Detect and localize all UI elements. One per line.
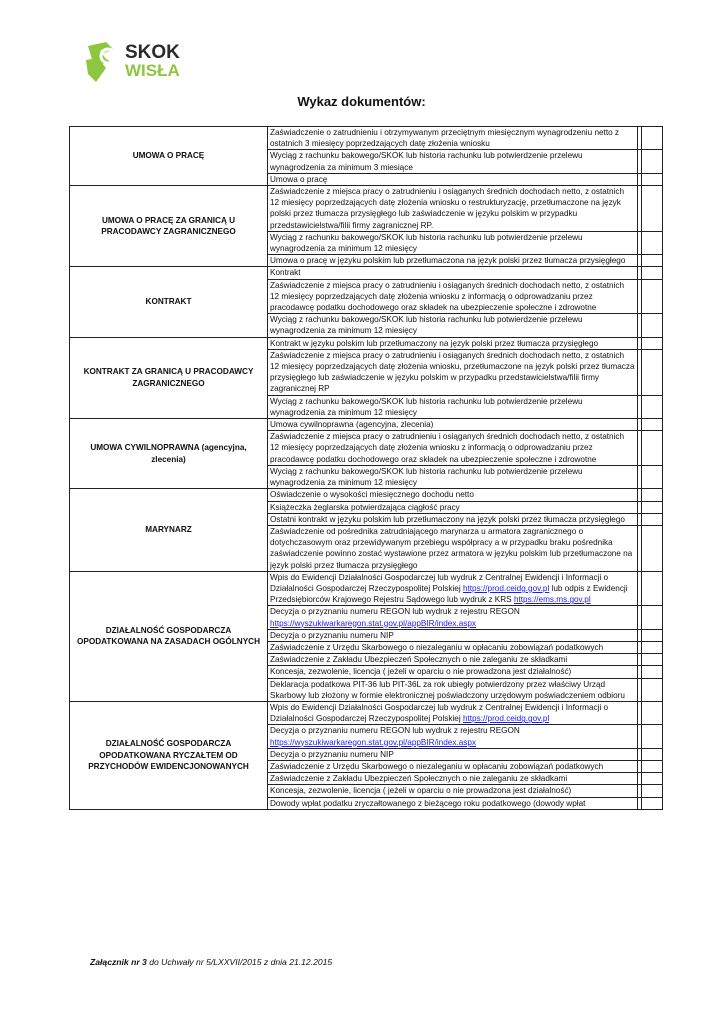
checkbox-cell[interactable]	[642, 186, 663, 232]
document-text: Decyzja o przyznaniu numeru NIP	[270, 630, 394, 640]
document-cell	[268, 666, 638, 678]
logo-word-skok: SKOK	[125, 42, 180, 63]
checkbox-cell[interactable]	[642, 571, 663, 606]
document-cell	[268, 641, 638, 653]
checkbox-cell[interactable]	[642, 678, 663, 701]
table-row	[70, 337, 663, 349]
document-text: Wyciąg z rachunku bakowego/SKOK lub historia rachunku lub potwierdzenie przelewu wynagrodzenia za minimum 12 miesięcy	[270, 315, 583, 336]
document-text: Wyciąg z rachunku bakowego/SKOK lub historia rachunku lub potwierdzenie przelewu wynagrodzenia za minimum 3 miesiące	[270, 151, 583, 172]
document-text: Decyzja o przyznaniu numeru REGON lub wydruk z rejestru REGON	[270, 726, 520, 736]
document-cell	[268, 395, 638, 418]
logo-word-wisla: WISŁA	[125, 61, 180, 80]
table-row	[70, 489, 663, 501]
checkbox-cell[interactable]	[642, 150, 663, 173]
document-text: Zaświadczenie o zatrudnieniu i otrzymywanym przeciętnym miesięcznym wynagrodzeniu netto z ostatnich 3 miesięcy poprzedzających datę złożenia wniosku	[270, 128, 620, 149]
url-link[interactable]: https://wyszukiwarkaregon.stat.gov.pl/appBIR/index.aspx	[270, 618, 477, 628]
checkbox-cell[interactable]	[642, 701, 663, 724]
document-cell	[268, 279, 638, 314]
document-text: Zaświadczenie z miejsca pracy o zatrudnieniu i osiąganych średnich dochodach netto, z ostatnich 12 miesięcy poprzedzających datę złożenia wniosku z informacją o odprowadzaniu przez pracodawcę podatku dochodowego oraz składek na ubezpieczenie społeczne i zdrowotne	[270, 280, 625, 313]
document-cell	[268, 513, 638, 525]
document-text: Wyciąg z rachunku bakowego/SKOK lub historia rachunku lub potwierdzenie przelewu wynagrodzenia za minimum 12 miesięcy	[270, 466, 583, 488]
checkbox-cell[interactable]	[642, 489, 663, 501]
document-cell	[268, 349, 638, 395]
url-link[interactable]: https://wyszukiwarkaregon.stat.gov.pl/appBIR/index.aspx	[270, 737, 477, 747]
checkbox-cell[interactable]	[642, 127, 663, 150]
document-text: Umowa o pracę	[270, 174, 328, 184]
checkbox-cell[interactable]	[642, 748, 663, 760]
document-cell	[268, 725, 638, 748]
document-cell	[268, 654, 638, 666]
category-cell: KONTRAKT ZA GRANICĄ U PRACODAWCY ZAGRANICZNEGO	[70, 337, 268, 418]
document-cell	[268, 337, 638, 349]
document-cell	[268, 797, 638, 809]
checkbox-cell[interactable]	[642, 725, 663, 748]
document-text: Wyciąg z rachunku bakowego/SKOK lub historia rachunku lub potwierdzenie przelewu wynagrodzenia za minimum 12 miesięcy	[270, 396, 583, 417]
checkbox-cell[interactable]	[642, 797, 663, 809]
attachment-footer	[90, 957, 332, 967]
document-text: Kontrakt w języku polskim lub przetłumaczony na język polski przez tłumacza przysięgłego	[270, 338, 599, 348]
checkbox-cell[interactable]	[642, 267, 663, 279]
checkbox-cell[interactable]	[642, 513, 663, 525]
document-text: lub odpis z Ewidencji Przedsiębiorców Krajowego Rejestru Sądowego lub wydruk z KRS	[270, 583, 628, 605]
document-cell	[268, 419, 638, 431]
category-cell: DZIAŁALNOŚĆ GOSPODARCZA OPODATKOWANA NA ZASADACH OGÓLNYCH	[70, 571, 268, 701]
checkbox-cell[interactable]	[642, 431, 663, 466]
document-cell	[268, 678, 638, 701]
checkbox-cell[interactable]	[642, 279, 663, 314]
category-cell: UMOWA O PRACĘ	[70, 127, 268, 186]
document-cell	[268, 431, 638, 466]
url-link[interactable]: https://prod.ceidg.gov.pl	[462, 714, 550, 724]
document-cell	[268, 785, 638, 797]
document-text: Zaświadczenie z miejsca pracy o zatrudnieniu i osiąganych średnich dochodach netto, z ostatnich 12 miesięcy poprzedzających datę złożenia wniosku, przetłumaczone na język polski przez tłumacza przysięgłego lub zaświadczenie w języku polskim w przypadku przedstawicielstwa/filii firmy zagranicznej RP	[270, 350, 635, 394]
document-cell	[268, 465, 638, 488]
document-cell	[268, 571, 638, 606]
checkbox-cell[interactable]	[642, 465, 663, 488]
document-cell	[268, 701, 638, 724]
document-text: Zaświadczenie z miejsca pracy o zatrudnieniu i osiąganych średnich dochodach netto, z ostatnich 12 miesięcy poprzedzających datę złożenia wniosku o restrukturyzację, przetłumaczone na język polski przez tłumacza przysięgłego lub zaświadczenie w języku polskim w przypadku przedstawicielstwa/filii firmy zagranicznej RP.	[270, 187, 625, 230]
document-cell	[268, 748, 638, 760]
checkbox-cell[interactable]	[642, 395, 663, 418]
category-cell: MARYNARZ	[70, 489, 268, 571]
table-row	[70, 127, 663, 150]
document-cell	[268, 314, 638, 337]
document-text: Deklaracja podatkowa PIT-36 lub PIT-36L za rok ubiegły potwierdzony przez właściwy Urząd Skarbowy lub złożony w formie elektronicznej poświadczony urzędowym poświadczeniem odbioru	[270, 679, 625, 700]
document-cell	[268, 150, 638, 173]
document-cell	[268, 127, 638, 150]
document-text: Kontrakt	[270, 268, 301, 278]
documents-table	[69, 126, 663, 810]
document-cell	[268, 525, 638, 571]
table-row	[70, 571, 663, 606]
document-cell	[268, 760, 638, 772]
document-text: Dowody wpłat podatku zryczałtowanego z bieżącego roku podatkowego (dowody wpłat	[270, 798, 586, 808]
checkbox-cell[interactable]	[642, 785, 663, 797]
category-cell: UMOWA CYWILNOPRAWNA (agencyjna, zlecenia)	[70, 419, 268, 489]
skok-wisla-logo	[84, 40, 194, 84]
document-cell	[268, 629, 638, 641]
document-text: Decyzja o przyznaniu numeru NIP	[270, 749, 394, 759]
document-text: Zaświadczenie z Urzędu Skarbowego o niezaleganiu w opłacaniu zobowiązań podatkowych	[270, 642, 604, 652]
document-cell	[268, 773, 638, 785]
document-text: Decyzja o przyznaniu numeru REGON lub wydruk z rejestru REGON	[270, 607, 520, 617]
checkbox-cell[interactable]	[642, 231, 663, 254]
document-text: Książeczka żeglarska potwierdzająca ciągłość pracy	[270, 502, 460, 512]
document-text: Oświadczenie o wysokości miesięcznego dochodu netto	[270, 490, 474, 500]
checkbox-cell[interactable]	[642, 337, 663, 349]
checkbox-cell[interactable]	[642, 525, 663, 571]
resolution-reference: do Uchwały nr 5/LXXVII/2015 z dnia 21.12.2015	[146, 957, 333, 967]
checkbox-cell[interactable]	[642, 501, 663, 513]
checkbox-cell[interactable]	[642, 606, 663, 629]
checkbox-cell[interactable]	[642, 314, 663, 337]
document-text: Koncesja, zezwolenie, licencja ( jeżeli w oparciu o nie prowadzona jest działalność)	[270, 786, 572, 796]
document-text: Umowa o pracę w języku polskim lub przetłumaczona na język polski przez tłumacza przysięgłego	[270, 256, 626, 266]
document-text: Zaświadczenie z Urzędu Skarbowego o niezaleganiu w opłacaniu zobowiązań podatkowych	[270, 761, 604, 771]
table-row	[70, 419, 663, 431]
url-link[interactable]: https://prod.ceidg.gov.pl	[462, 583, 550, 593]
document-text: Zaświadczenie z Zakładu Ubezpieczeń Społecznych o nie zaleganiu ze składkami	[270, 655, 568, 665]
url-link[interactable]: https://ems.ms.gov.pl	[513, 595, 591, 605]
document-cell	[268, 606, 638, 629]
document-cell	[268, 489, 638, 501]
document-cell	[268, 501, 638, 513]
table-row	[70, 186, 663, 232]
document-cell	[268, 186, 638, 232]
document-text: Zaświadczenie z Zakładu Ubezpieczeń Społecznych o nie zaleganiu ze składkami	[270, 774, 568, 784]
document-cell	[268, 231, 638, 254]
document-text: Zaświadczenie z miejsca pracy o zatrudnieniu i osiąganych średnich dochodach netto, z ostatnich 12 miesięcy poprzedzających datę złożenia wniosku z informacją o odprowadzaniu przez pracodawcę podatku dochodowego oraz składek na ubezpieczenie społeczne i zdrowotne	[270, 432, 625, 464]
category-cell: KONTRAKT	[70, 267, 268, 337]
document-text: Ostatni kontrakt w języku polskim lub przetłumaczony na język polski przez tłumacza przysięgłego	[270, 514, 625, 524]
checkbox-cell[interactable]	[642, 773, 663, 785]
document-cell	[268, 255, 638, 267]
checkbox-cell[interactable]	[642, 760, 663, 772]
logo-mark-icon	[84, 40, 124, 84]
checkbox-cell[interactable]	[642, 629, 663, 641]
checkbox-cell[interactable]	[642, 641, 663, 653]
document-text: Wpis do Ewidencji Działalności Gospodarczej lub wydruk z Centralnej Ewidencji i Informacji o Działalności Gospodarczej Rzeczypospolitej Polskiej	[270, 702, 609, 724]
checkbox-cell[interactable]	[642, 255, 663, 267]
page-title: Wykaz dokumentów:	[297, 94, 426, 109]
table-row	[70, 267, 663, 279]
document-text: Koncesja, zezwolenie, licencja ( jeżeli w oparciu o nie prowadzona jest działalność)	[270, 667, 572, 677]
checkbox-cell[interactable]	[642, 666, 663, 678]
document-text: Wpis do Ewidencji Działalności Gospodarczej lub wydruk z Centralnej Ewidencji i Informacji o Działalności Gospodarczej Rzeczypospolitej Polskiej	[270, 572, 609, 593]
document-text: Zaświadczenie od pośrednika zatrudniającego marynarza u armatora zagranicznego o dotychczasowym oraz przewidywanym przebiegu współpracy a w przypadku braku pośrednika zaświadczenie powinno zostać wystawione przez armatora w języku polskim lub przetłumaczone na język polski przez tłumacza przysięgłego	[270, 526, 633, 570]
document-cell	[268, 173, 638, 185]
document-text: Umowa cywilnoprawna (agencyjna, zlecenia)	[270, 420, 434, 430]
table-row	[70, 701, 663, 724]
document-text: Wyciąg z rachunku bakowego/SKOK lub historia rachunku lub potwierdzenie przelewu wynagrodzenia za minimum 12 miesięcy	[270, 232, 583, 254]
document-cell	[268, 267, 638, 279]
checkbox-cell[interactable]	[642, 349, 663, 395]
category-cell: UMOWA O PRACĘ ZA GRANICĄ U PRACODAWCY ZAGRANICZNEGO	[70, 186, 268, 267]
category-cell: DZIAŁALNOŚĆ GOSPODARCZA OPODATKOWANA RYCZAŁTEM OD PRZYCHODÓW EWIDENCJONOWANYCH	[70, 701, 268, 809]
checkbox-cell[interactable]	[642, 654, 663, 666]
attachment-number: Załącznik nr 3	[90, 957, 147, 967]
checkbox-cell[interactable]	[642, 173, 663, 185]
checkbox-cell[interactable]	[642, 419, 663, 431]
